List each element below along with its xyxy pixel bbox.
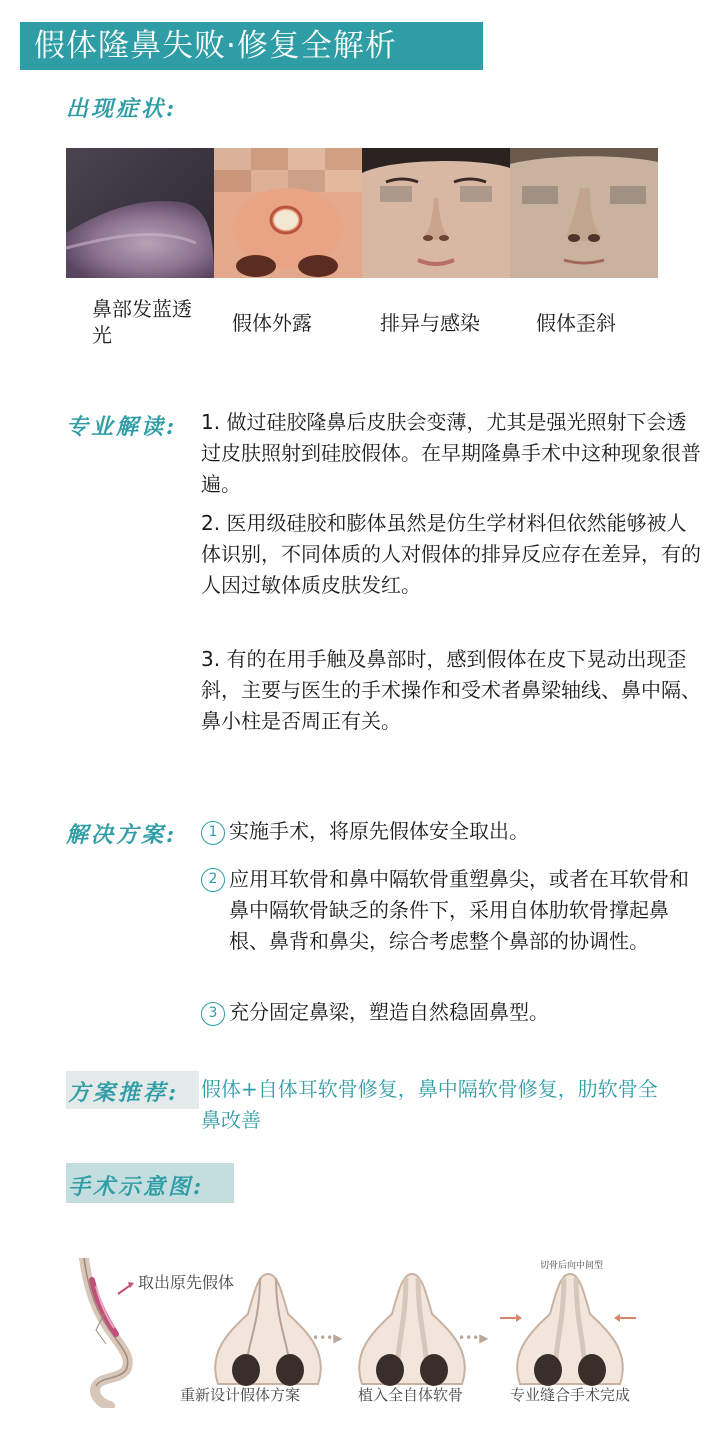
remove-implant-label: 取出原先假体 <box>138 1273 235 1292</box>
symptoms-heading: 出现症状: <box>66 96 178 122</box>
recommend-text: 假体+自体耳软骨修复，鼻中隔软骨修复，肋软骨全鼻改善 <box>201 1077 658 1132</box>
solution-heading: 解决方案: <box>66 822 178 848</box>
photo-blue-nose <box>66 148 214 278</box>
caption-crooked: 假体歪斜 <box>536 311 616 335</box>
solution-item-2 <box>201 864 701 957</box>
arrow-1 <box>312 1331 343 1345</box>
analysis-paragraph-1: 1. 做过硅胶隆鼻后皮肤会变薄，尤其是强光照射下会透过皮肤照射到硅胶假体。在早期隆鼻手术中这种现象很普遍。 <box>201 410 701 496</box>
caption-infection: 排异与感染 <box>380 311 480 335</box>
diagram-heading: 手术示意图: <box>68 1174 205 1200</box>
nose-profile-illustration <box>84 1258 134 1406</box>
page-title: 假体隆鼻失败·修复全解析 <box>20 22 483 70</box>
diagram-label-3: 专业缝合手术完成 <box>510 1386 631 1404</box>
photo-crooked-nose <box>510 148 658 278</box>
arrow-2 <box>458 1331 489 1345</box>
solution-item-3-text: 充分固定鼻梁，塑造自然稳固鼻型。 <box>229 1000 549 1024</box>
solution-item-1-text: 实施手术，将原先假体安全取出。 <box>229 819 529 843</box>
photo-exposed-implant <box>214 148 362 278</box>
analysis-paragraph-3: 3. 有的在用手触及鼻部时，感到假体在皮下晃动出现歪斜，主要与医生的手术操作和受术者鼻梁轴线、鼻中隔、鼻小柱是否周正有关。 <box>201 647 701 733</box>
diagram-label-2: 植入全自体软骨 <box>358 1386 464 1404</box>
analysis-heading: 专业解读: <box>66 414 178 440</box>
svg-text:•••▶: •••▶ <box>312 1331 343 1345</box>
circled-number-3: 3 <box>201 1002 225 1026</box>
nose-front-illustration-3 <box>500 1274 636 1386</box>
solution-item-1 <box>201 816 701 847</box>
circled-number-2: 2 <box>201 868 225 892</box>
circled-number-1: 1 <box>201 821 225 845</box>
recommend-heading: 方案推荐: <box>68 1080 180 1106</box>
photo-infection-face <box>362 148 510 278</box>
svg-text:•••▶: •••▶ <box>458 1331 489 1345</box>
diagram-label-1: 重新设计假体方案 <box>180 1386 301 1404</box>
solution-item-3 <box>201 997 701 1028</box>
caption-blue-nose: 鼻部发蓝透光 <box>92 297 192 347</box>
analysis-paragraph-2: 2. 医用级硅胶和膨体虽然是仿生学材料但依然能够被人体识别，不同体质的人对假体的排异反应存在差异，有的人因过敏体质皮肤发红。 <box>201 511 701 597</box>
caption-exposed-implant: 假体外露 <box>232 311 312 335</box>
small-note-label: 切骨后向中间型 <box>540 1261 604 1271</box>
solution-item-2-text: 应用耳软骨和鼻中隔软骨重塑鼻尖，或者在耳软骨和鼻中隔软骨缺乏的条件下，采用自体肋软骨撑起鼻根、鼻背和鼻尖，综合考虑整个鼻部的协调性。 <box>229 867 689 953</box>
nose-front-illustration-2 <box>359 1274 465 1386</box>
